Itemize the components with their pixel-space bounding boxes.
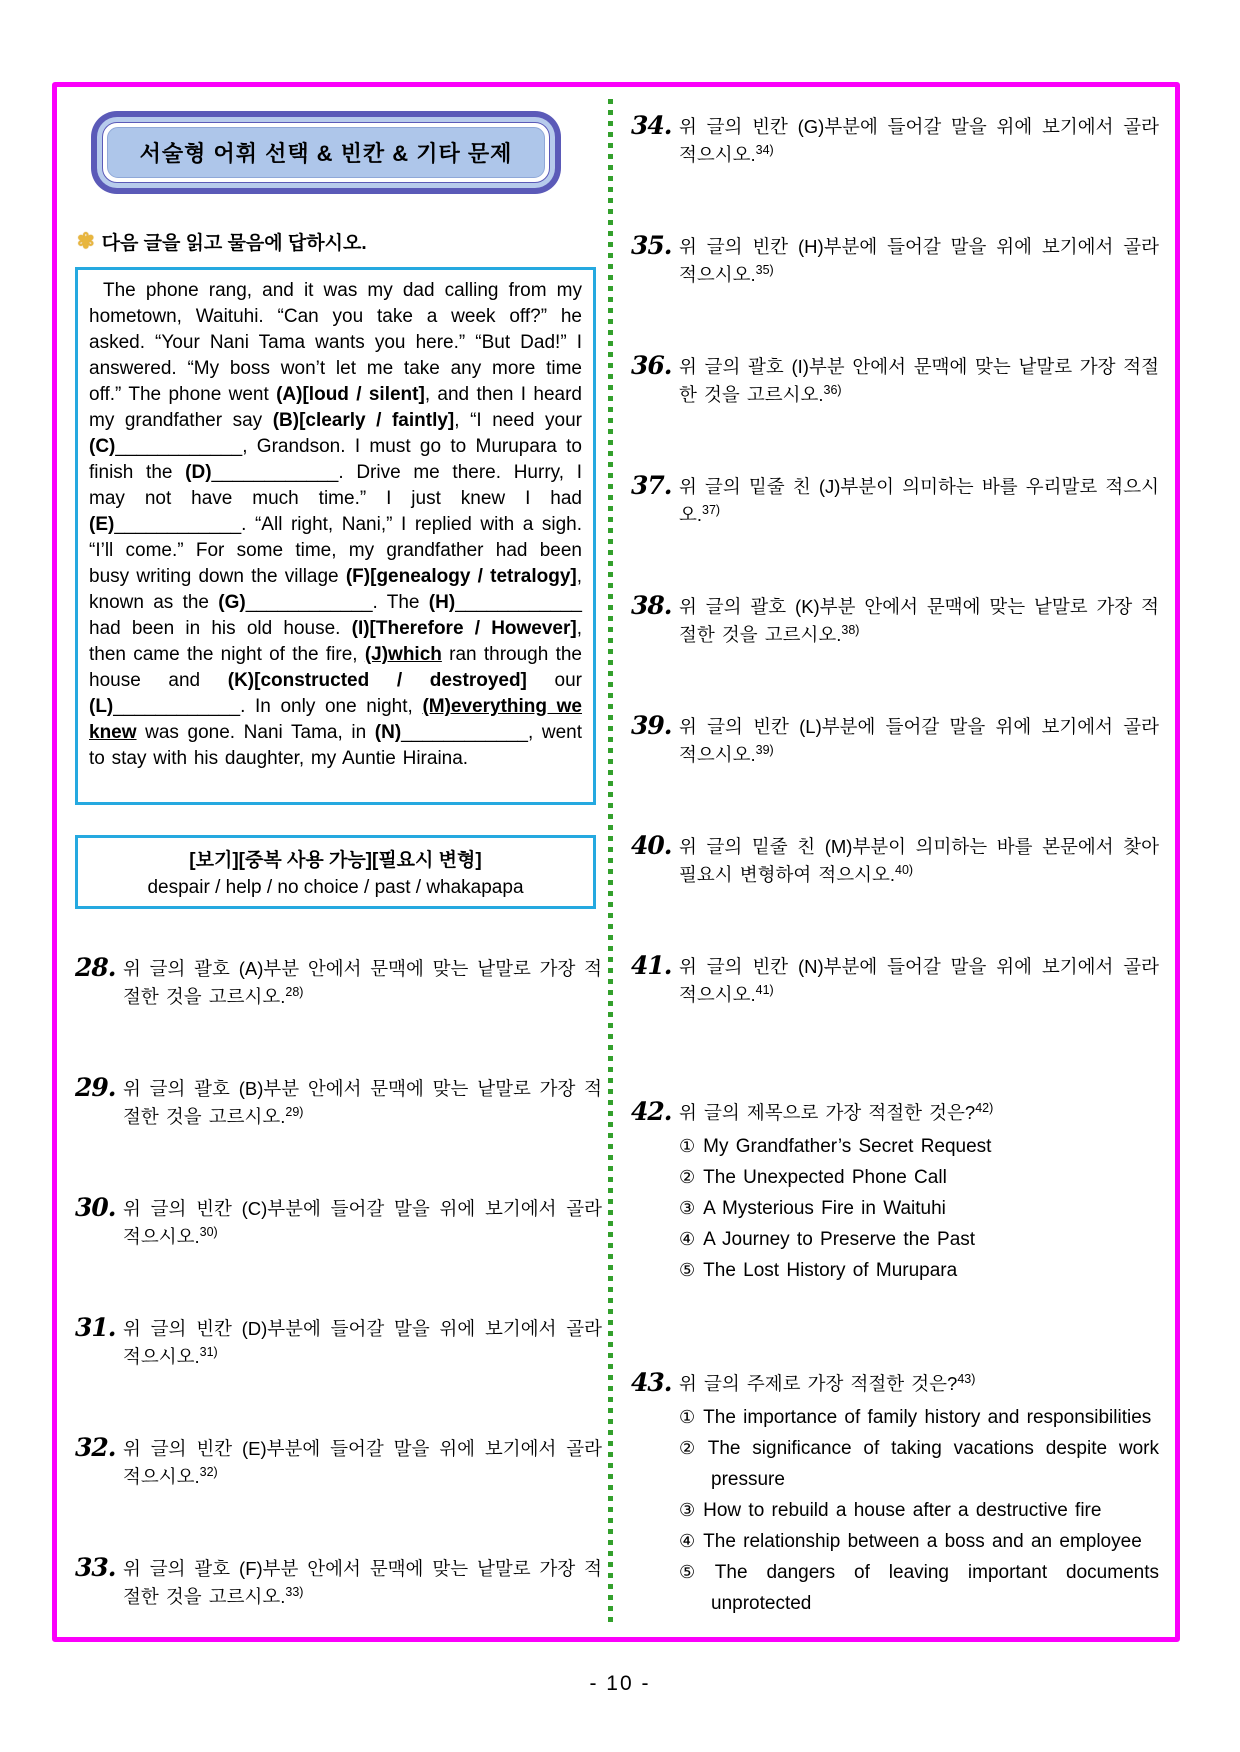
passage-box xyxy=(75,267,596,805)
question-text: 위 글의 밑줄 친 (J)부분이 의미하는 바를 우리말로 적으시오.$^{37)}$ xyxy=(679,476,1159,525)
passage-segment: , then came the night of the fire, xyxy=(89,618,582,665)
question-28 xyxy=(75,955,602,1011)
passage-segment: (I)[Therefore / However] xyxy=(351,618,577,639)
question-text: 위 글의 제목으로 가장 적절한 것은?$^{42)}$ ① My Grandfather’s Secret Request ② The Unexpected Phone Call ③ A Mysterious Fire in Waituhi ④ A Journey to Preserve the Past ⑤ The Lost History of Murupara xyxy=(679,1099,1159,1286)
option-text: The importance of family history and responsibilities xyxy=(703,1407,1152,1428)
question-text: 위 글의 빈칸 (C)부분에 들어갈 말을 위에 보기에서 골라 적으시오.$^{30)}$ xyxy=(123,1198,602,1247)
question-text: 위 글의 밑줄 친 (M)부분이 의미하는 바를 본문에서 찾아 필요시 변형하여 적으시오.$^{40)}$ xyxy=(679,836,1159,885)
passage-segment: ____________ xyxy=(115,436,243,457)
question-text: 위 글의 괄호 (B)부분 안에서 문맥에 맞는 낱말로 가장 적절한 것을 고르시오.$^{29)}$ xyxy=(123,1078,602,1127)
passage-segment: (E) xyxy=(89,514,115,535)
option-text: A Mysterious Fire in Waituhi xyxy=(703,1198,946,1219)
question-number: 32. xyxy=(75,1433,116,1462)
question-41 xyxy=(631,953,1159,1009)
passage-segment: (G) xyxy=(218,592,246,613)
flower-icon: ✾ xyxy=(77,230,95,253)
option-item xyxy=(679,1131,1159,1162)
right-column xyxy=(613,87,1175,1637)
option-item xyxy=(679,1224,1159,1255)
option-item xyxy=(679,1402,1159,1433)
question-text: 위 글의 빈칸 (H)부분에 들어갈 말을 위에 보기에서 골라 적으시오.$^{35)}$ xyxy=(679,236,1159,285)
question-number: 38. xyxy=(631,591,672,620)
option-marker: ① xyxy=(679,1136,696,1156)
option-text: A Journey to Preserve the Past xyxy=(703,1229,976,1250)
passage-segment: (L) xyxy=(89,696,114,717)
question-number: 31. xyxy=(75,1313,116,1342)
word-bank-box xyxy=(75,835,596,909)
footnote-ref: 28) xyxy=(285,984,304,999)
footnote-ref: 34) xyxy=(755,142,774,157)
option-text: The significance of taking vacations despite work pressure xyxy=(707,1438,1160,1490)
question-number: 40. xyxy=(631,831,672,860)
passage-segment: our xyxy=(526,670,582,691)
option-marker: ③ xyxy=(679,1198,696,1218)
question-text: 위 글의 괄호 (K)부분 안에서 문맥에 맞는 낱말로 가장 적절한 것을 고르시오.$^{38)}$ xyxy=(679,596,1159,645)
option-text: The dangers of leaving important documents unprotected xyxy=(711,1562,1159,1614)
question-30 xyxy=(75,1195,602,1251)
passage-segment: (A)[loud / silent] xyxy=(276,384,425,405)
passage-text xyxy=(89,278,582,772)
option-marker: ⑤ xyxy=(679,1260,696,1280)
question-37 xyxy=(631,473,1159,529)
passage-segment: The phone rang, and it was my dad calling from my hometown, Waituhi. “Can you take a week off?” he asked. “Your Nani Tama wants you here.” “But Dad!” I answered. “My boss won’t let me take any more time off.” The phone went xyxy=(89,280,582,405)
question-35 xyxy=(631,233,1159,289)
page-number: - 10 - xyxy=(589,1672,651,1695)
question-31 xyxy=(75,1315,602,1371)
option-item xyxy=(679,1162,1159,1193)
footnote-ref: 39) xyxy=(755,742,774,757)
passage-segment: was gone. Nani Tama, in xyxy=(136,722,375,743)
option-marker: ④ xyxy=(679,1531,696,1551)
footnote-ref: 36) xyxy=(823,382,842,397)
passage-segment: ran through the house and xyxy=(89,644,582,691)
two-column-layout xyxy=(57,87,1175,1637)
question-number: 35. xyxy=(631,231,672,260)
passage-segment: (H) xyxy=(428,592,456,613)
footnote-ref: 38) xyxy=(841,622,860,637)
options-list xyxy=(679,1131,1159,1286)
question-32 xyxy=(75,1435,602,1491)
question-34 xyxy=(631,113,1159,169)
footnote-ref: 33) xyxy=(285,1584,304,1599)
option-text: How to rebuild a house after a destructive fire xyxy=(703,1500,1102,1521)
question-text: 위 글의 괄호 (I)부분 안에서 문맥에 맞는 낱말로 가장 적절한 것을 고르시오.$^{36)}$ xyxy=(679,356,1159,405)
question-text: 위 글의 빈칸 (L)부분에 들어갈 말을 위에 보기에서 골라 적으시오.$^{39)}$ xyxy=(679,716,1159,765)
passage-segment: ____________ xyxy=(245,592,373,613)
question-text: 위 글의 빈칸 (N)부분에 들어갈 말을 위에 보기에서 골라 적으시오.$^{41)}$ xyxy=(679,956,1159,1005)
passage-segment: (F)[genealogy / tetralogy] xyxy=(345,566,577,587)
question-43 xyxy=(631,1370,1159,1619)
option-item xyxy=(679,1526,1159,1557)
passage-segment: (J)which xyxy=(364,644,442,665)
passage-segment: , and then I heard my grandfather say xyxy=(89,384,582,431)
option-marker: ④ xyxy=(679,1229,696,1249)
passage-segment: , known as the xyxy=(89,566,582,613)
question-42 xyxy=(631,1099,1159,1286)
option-item xyxy=(679,1495,1159,1526)
question-text: 위 글의 괄호 (A)부분 안에서 문맥에 맞는 낱말로 가장 적절한 것을 고르시오.$^{28)}$ xyxy=(123,958,602,1007)
question-number: 34. xyxy=(631,111,672,140)
footnote-ref: 41) xyxy=(755,982,774,997)
passage-segment: . Drive me there. Hurry, I may not have much time.” I just knew I had xyxy=(89,462,582,509)
footnote-ref: 32) xyxy=(199,1464,218,1479)
question-number: 28. xyxy=(75,953,116,982)
question-number: 29. xyxy=(75,1073,116,1102)
passage-segment: (N) xyxy=(374,722,402,743)
footnote-ref: 30) xyxy=(199,1224,218,1239)
passage-segment: . “All right, Nani,” I replied with a sigh. “I’ll come.” For some time, my grandfather had been busy writing down the village xyxy=(89,514,582,587)
footnote-ref: 42) xyxy=(975,1100,994,1115)
question-number: 42. xyxy=(631,1097,672,1126)
passage-segment: . In only one night, xyxy=(240,696,423,717)
passage-segment: had been in his old house. xyxy=(89,618,352,639)
passage-segment: ____________ xyxy=(211,462,339,483)
passage-segment: , “I need your xyxy=(454,410,582,431)
footnote-ref: 31) xyxy=(199,1344,218,1359)
question-38 xyxy=(631,593,1159,649)
options-list xyxy=(679,1402,1159,1619)
question-number: 36. xyxy=(631,351,672,380)
word-bank-words: despair / help / no choice / past / whakapapa xyxy=(147,877,524,898)
passage-segment: ____________ xyxy=(114,514,242,535)
question-text: 위 글의 괄호 (F)부분 안에서 문맥에 맞는 낱말로 가장 적절한 것을 고르시오.$^{33)}$ xyxy=(123,1558,602,1607)
question-40 xyxy=(631,833,1159,889)
footnote-ref: 40) xyxy=(895,862,914,877)
footnote-ref: 43) xyxy=(957,1371,976,1386)
questions-left xyxy=(75,955,602,1611)
passage-segment: . The xyxy=(372,592,429,613)
option-marker: ③ xyxy=(679,1500,696,1520)
footnote-ref: 35) xyxy=(755,262,774,277)
question-number: 43. xyxy=(631,1368,672,1397)
passage-segment: ____________ xyxy=(455,592,582,613)
option-marker: ① xyxy=(679,1407,696,1427)
passage-segment: , went to stay with his daughter, my Auntie Hiraina. xyxy=(89,722,582,769)
passage-segment: ____________ xyxy=(401,722,528,743)
option-text: The relationship between a boss and an employee xyxy=(703,1531,1142,1552)
question-36 xyxy=(631,353,1159,409)
question-29 xyxy=(75,1075,602,1131)
left-column xyxy=(57,87,608,1637)
passage-segment: (B)[clearly / faintly] xyxy=(272,410,455,431)
question-33 xyxy=(75,1555,602,1611)
passage-segment: (K)[constructed / destroyed] xyxy=(227,670,527,691)
passage-segment: (C) xyxy=(89,436,116,457)
option-marker: ② xyxy=(679,1438,700,1458)
question-text: 위 글의 빈칸 (D)부분에 들어갈 말을 위에 보기에서 골라 적으시오.$^{31)}$ xyxy=(123,1318,602,1367)
question-number: 33. xyxy=(75,1553,116,1582)
option-item xyxy=(679,1433,1159,1495)
section-title: 서술형 어휘 선택 & 빈칸 & 기타 문제 xyxy=(107,127,545,178)
section-title-plate xyxy=(91,111,561,194)
option-item xyxy=(679,1557,1159,1619)
option-item xyxy=(679,1255,1159,1286)
passage-segment: (M)everything we knew xyxy=(89,696,582,743)
page-frame xyxy=(52,82,1180,1642)
passage-segment: (D) xyxy=(185,462,212,483)
option-text: The Unexpected Phone Call xyxy=(703,1167,947,1188)
question-39 xyxy=(631,713,1159,769)
option-item xyxy=(679,1193,1159,1224)
passage-segment: ____________ xyxy=(113,696,241,717)
question-number: 41. xyxy=(631,951,672,980)
questions-right xyxy=(631,113,1159,1619)
passage-segment: , Grandson. I must go to Murupara to finish the xyxy=(89,436,582,483)
option-marker: ② xyxy=(679,1167,696,1187)
instruction-line xyxy=(77,228,602,255)
word-bank-header: [보기][중복 사용 가능][필요시 변형] xyxy=(189,850,482,871)
footnote-ref: 37) xyxy=(702,502,721,517)
option-marker: ⑤ xyxy=(679,1562,707,1582)
option-text: The Lost History of Murupara xyxy=(703,1260,958,1281)
question-text: 위 글의 빈칸 (E)부분에 들어갈 말을 위에 보기에서 골라 적으시오.$^{32)}$ xyxy=(123,1438,602,1487)
footnote-ref: 29) xyxy=(285,1104,304,1119)
question-number: 39. xyxy=(631,711,672,740)
instruction-text: 다음 글을 읽고 물음에 답하시오. xyxy=(101,233,367,254)
question-text: 위 글의 주제로 가장 적절한 것은?$^{43)}$ ① The importance of family history and responsibilities ② The significance of taking vacations despite work pressure ③ How to rebuild a house after a destructive fire ④ The relationship between a boss and an employee ⑤ The dangers of leaving important documents unprotected xyxy=(679,1370,1159,1619)
option-text: My Grandfather’s Secret Request xyxy=(703,1136,992,1157)
question-number: 37. xyxy=(631,471,672,500)
question-text: 위 글의 빈칸 (G)부분에 들어갈 말을 위에 보기에서 골라 적으시오.$^{34)}$ xyxy=(679,116,1159,165)
question-number: 30. xyxy=(75,1193,116,1222)
